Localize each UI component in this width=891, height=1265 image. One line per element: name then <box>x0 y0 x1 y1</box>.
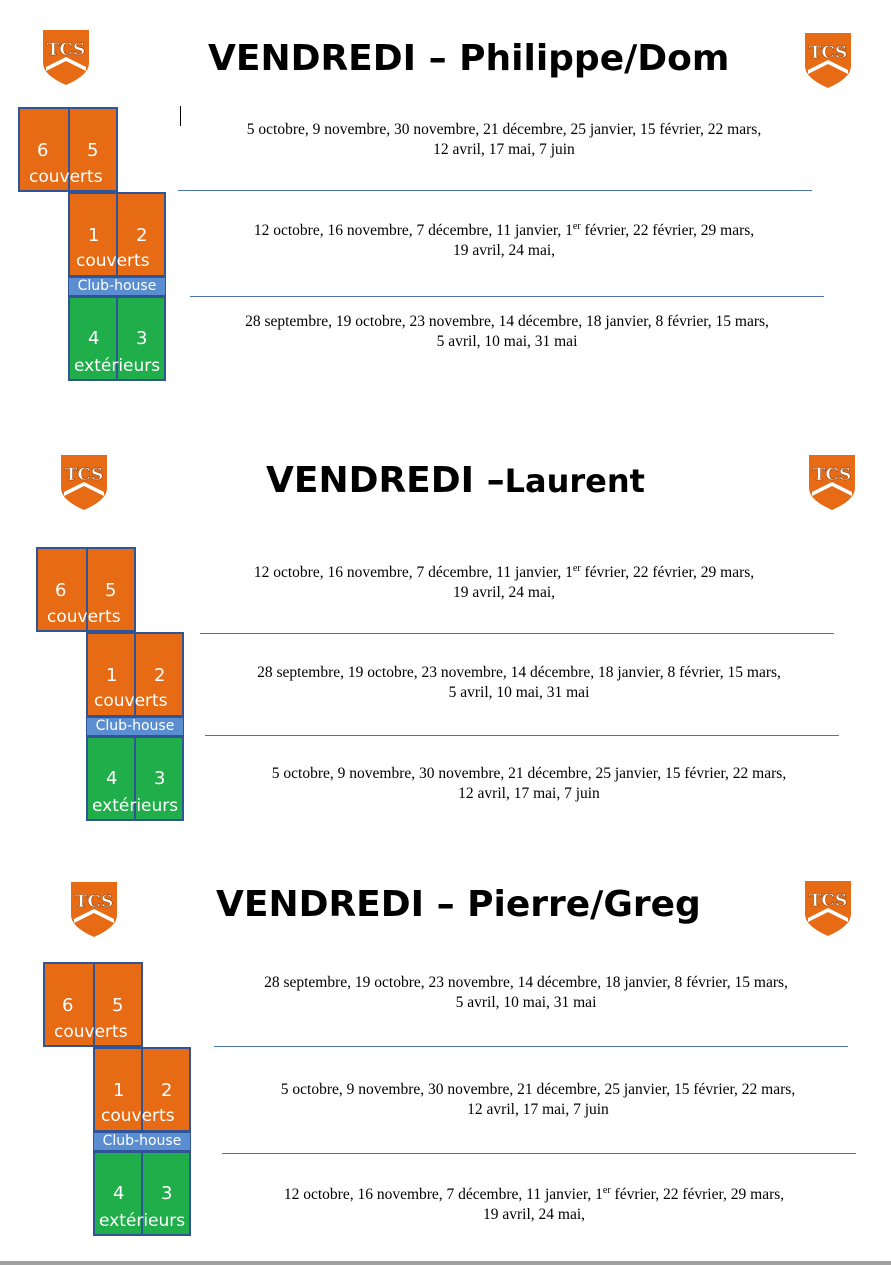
clubhouse: Club-house <box>93 1132 191 1151</box>
divider <box>214 1046 848 1047</box>
court-number: 4 <box>113 1183 125 1204</box>
section-title: VENDREDI – Pierre/Greg <box>216 884 701 925</box>
divider <box>222 1153 856 1154</box>
court-label: extérieurs <box>99 1211 186 1231</box>
court-number: 3 <box>154 768 166 789</box>
date-row: 12 octobre, 16 novembre, 7 décembre, 11 janvier, 1er février, 22 février, 29 mars, 19 avril, 24 mai, <box>253 221 755 260</box>
tcs-shield-logo-icon <box>58 452 110 512</box>
page-bottom-edge <box>0 1261 891 1265</box>
court-label: couverts <box>54 1022 128 1042</box>
svg-text:TCS: TCS <box>808 43 848 63</box>
tcs-shield-logo-icon <box>802 30 854 90</box>
court-number: 5 <box>87 140 99 161</box>
tcs-shield-logo-icon <box>40 27 92 87</box>
court-number: 3 <box>161 1183 173 1204</box>
tcs-shield-logo-icon <box>806 452 858 512</box>
date-row: 5 octobre, 9 novembre, 30 novembre, 21 décembre, 25 janvier, 15 février, 22 mars, 12 avril, 17 mai, 7 juin <box>280 1081 796 1118</box>
court-label: couverts <box>94 691 168 711</box>
court-number: 3 <box>136 328 148 349</box>
court-number: 6 <box>55 580 67 601</box>
date-row: 28 septembre, 19 octobre, 23 novembre, 14 décembre, 18 janvier, 8 février, 15 mars, 5 avril, 10 mai, 31 mai <box>264 974 788 1011</box>
court-label: couverts <box>76 251 150 271</box>
court-number: 2 <box>161 1080 173 1101</box>
court-label: couverts <box>101 1106 175 1126</box>
svg-text:TCS: TCS <box>64 465 104 485</box>
date-row: 28 septembre, 19 octobre, 23 novembre, 14 décembre, 18 janvier, 8 février, 15 mars, 5 avril, 10 mai, 31 mai <box>257 664 781 701</box>
section-title: VENDREDI – Philippe/Dom <box>208 38 730 79</box>
divider <box>190 296 824 297</box>
date-row: 5 octobre, 9 novembre, 30 novembre, 21 décembre, 25 janvier, 15 février, 22 mars, 12 avril, 17 mai, 7 juin <box>246 121 762 158</box>
clubhouse: Club-house <box>86 717 184 736</box>
divider <box>178 190 812 191</box>
court-number: 6 <box>62 995 74 1016</box>
court-number: 2 <box>136 225 148 246</box>
tcs-shield-logo-icon <box>802 878 854 938</box>
court-number: 5 <box>112 995 124 1016</box>
section-title: VENDREDI –Laurent <box>266 460 645 501</box>
court-label: extérieurs <box>92 796 179 816</box>
clubhouse: Club-house <box>68 277 166 296</box>
svg-text:TCS: TCS <box>74 892 114 912</box>
date-row: 12 octobre, 16 novembre, 7 décembre, 11 janvier, 1er février, 22 février, 29 mars, 19 avril, 24 mai, <box>283 1185 785 1224</box>
court-number: 2 <box>154 665 166 686</box>
court-number: 5 <box>105 580 117 601</box>
date-row: 5 octobre, 9 novembre, 30 novembre, 21 décembre, 25 janvier, 15 février, 22 mars, 12 avril, 17 mai, 7 juin <box>271 765 787 802</box>
court-number: 1 <box>88 225 100 246</box>
svg-text:TCS: TCS <box>808 891 848 911</box>
divider <box>200 633 834 634</box>
court-label: couverts <box>47 607 121 627</box>
court-label: extérieurs <box>74 356 161 376</box>
court-number: 1 <box>106 665 118 686</box>
date-row: 28 septembre, 19 octobre, 23 novembre, 14 décembre, 18 janvier, 8 février, 15 mars, 5 avril, 10 mai, 31 mai <box>245 313 769 350</box>
divider <box>205 735 839 736</box>
tcs-shield-logo-icon <box>68 879 120 939</box>
svg-text:TCS: TCS <box>812 465 852 485</box>
court-number: 1 <box>113 1080 125 1101</box>
svg-text:TCS: TCS <box>46 40 86 60</box>
date-row: 12 octobre, 16 novembre, 7 décembre, 11 janvier, 1er février, 22 février, 29 mars, 19 avril, 24 mai, <box>253 563 755 602</box>
court-number: 4 <box>88 328 100 349</box>
court-label: couverts <box>29 167 103 187</box>
court-number: 6 <box>37 140 49 161</box>
court-number: 4 <box>106 768 118 789</box>
